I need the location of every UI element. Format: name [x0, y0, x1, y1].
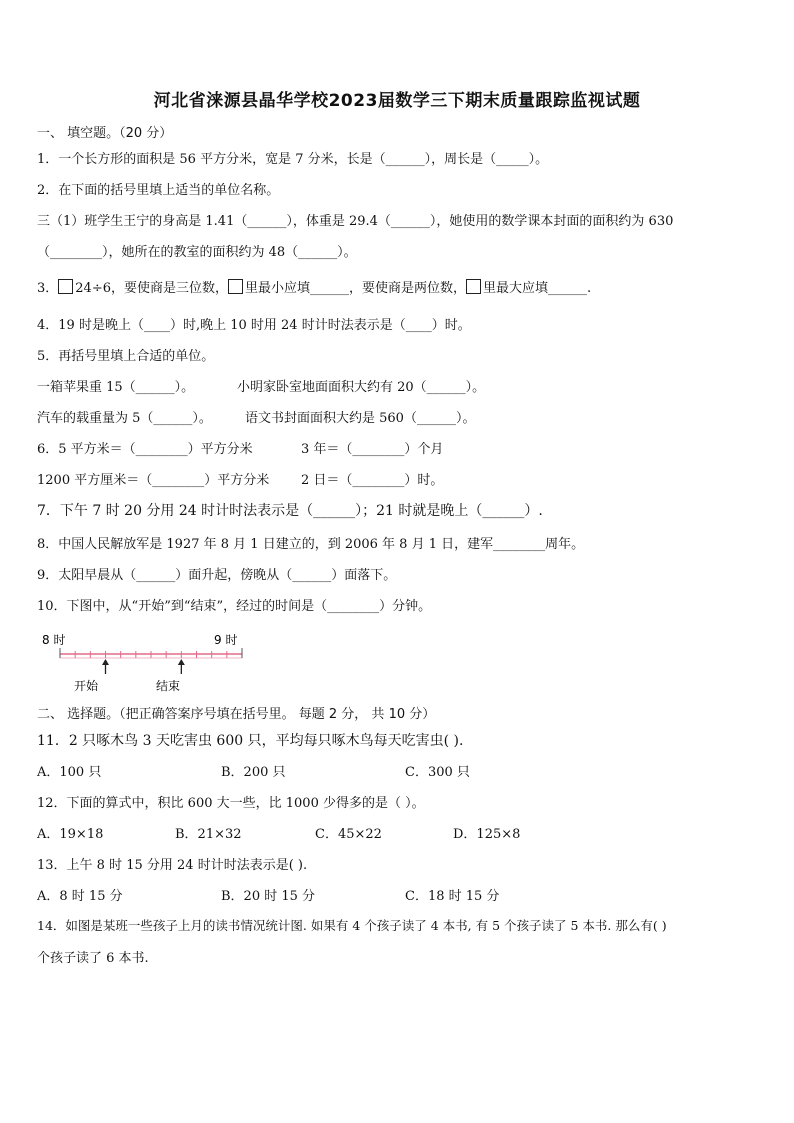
timeline-axis [60, 648, 242, 674]
question-3-number: 3． [37, 281, 59, 296]
question-2-part-b: （________），她所在的教室的面积约为 48（______）。 [37, 245, 357, 260]
question-6b-right: 2 日＝（________）时。 [301, 473, 444, 488]
question-2-part-a: 三（1）班学生王宁的身高是 1.41（______），体重是 29.4（______），她使用的数学课本封面的面积约为 630 [37, 214, 674, 229]
page-title: 河北省涞源县晶华学校2023届数学三下期末质量跟踪监视试题 [153, 91, 641, 111]
question-12-option-c: C．45×22 [315, 827, 382, 842]
question-11-option-c: C．300 只 [405, 765, 470, 780]
question-12: 12．下面的算式中，积比 600 大一些，比 1000 少得多的是（ ）。 [37, 796, 425, 811]
question-3-text-3: 里最大应填______. [483, 281, 592, 296]
question-3-text-1: 24÷6，要使商是三位数， [75, 281, 228, 296]
question-5-row-a [37, 376, 485, 395]
blank-box [228, 279, 243, 294]
question-10: 10．下图中，从“开始”到“结束”，经过的时间是（________）分钟。 [37, 599, 432, 614]
question-13: 13．上午 8 时 15 分用 24 时计时法表示是( ). [37, 858, 308, 873]
start-hour-label: 8 时 [42, 633, 66, 647]
question-6a-right: 3 年＝（________）个月 [301, 442, 444, 457]
question-9: 9．太阳早晨从（______）面升起，傍晚从（______）面落下。 [37, 568, 397, 583]
question-1: 1．一个长方形的面积是 56 平方分米，宽是 7 分米，长是（______），周长是（_____）。 [37, 152, 549, 167]
question-6-row-a [37, 438, 443, 457]
question-12-option-b: B．21×32 [175, 827, 242, 842]
timeline-diagram [40, 628, 260, 698]
question-8: 8．中国人民解放军是 1927 年 8 月 1 日建立的，到 2006 年 8 月 1 日，建军________周年。 [37, 537, 585, 552]
question-14-line-1: 14．如图是某班一些孩子上月的读书情况统计图. 如果有 4 个孩子读了 4 本书, 有 5 个孩子读了 5 本书. 那么有( ) [37, 918, 667, 933]
question-5b-left: 汽车的载重量为 5（______）。 [37, 411, 212, 426]
question-6-row-b [37, 469, 443, 488]
question-3 [37, 277, 591, 296]
question-13-option-a: A．8 时 15 分 [37, 889, 123, 904]
question-12-option-d: D．125×8 [453, 827, 521, 842]
question-5a-right: 小明家卧室地面面积大约有 20（______）。 [237, 380, 486, 395]
start-marker-label: 开始 [74, 679, 99, 693]
question-5-row-b [37, 407, 475, 426]
question-3-text-2: 里最小应填______，要使商是两位数， [245, 281, 467, 296]
start-arrow-head [102, 659, 109, 665]
question-5: 5．再括号里填上合适的单位。 [37, 349, 215, 364]
question-11-option-a: A．100 只 [37, 765, 102, 780]
end-arrow-head [178, 659, 185, 665]
question-13-options [37, 885, 499, 904]
question-11-options [37, 761, 470, 780]
question-12-option-a: A．19×18 [37, 827, 104, 842]
section-2-heading: 二、 选择题。（把正确答案序号填在括号里。 每题 2 分， 共 10 分） [37, 707, 436, 722]
question-6a-left: 6．5 平方米＝（________）平方分米 [37, 442, 253, 457]
question-13-option-c: C．18 时 15 分 [405, 889, 500, 904]
question-4: 4．19 时是晚上（____）时,晚上 10 时用 24 时计时法表示是（____）时。 [37, 318, 471, 333]
question-12-options [37, 823, 520, 842]
question-7: 7．下午 7 时 20 分用 24 时计时法表示是（______）；21 时就是晚上（______）. [37, 503, 543, 519]
question-14-line-2: 个孩子读了 6 本书. [37, 951, 149, 966]
question-11-option-b: B．200 只 [221, 765, 286, 780]
end-hour-label: 9 时 [214, 633, 238, 647]
question-5b-right: 语文书封面面积大约是 560（______）。 [245, 411, 476, 426]
blank-box [466, 279, 481, 294]
question-2: 2．在下面的括号里填上适当的单位名称。 [37, 183, 280, 198]
question-6b-left: 1200 平方厘米＝（________）平方分米 [37, 473, 270, 488]
question-13-option-b: B．20 时 15 分 [221, 889, 316, 904]
blank-box [58, 279, 73, 294]
end-marker-label: 结束 [156, 679, 181, 693]
section-1-heading: 一、 填空题。（20 分） [37, 126, 173, 141]
question-11: 11．2 只啄木鸟 3 天吃害虫 600 只，平均每只啄木鸟每天吃害虫( ). [37, 733, 464, 749]
question-5a-left: 一箱苹果重 15（______）。 [37, 380, 195, 395]
